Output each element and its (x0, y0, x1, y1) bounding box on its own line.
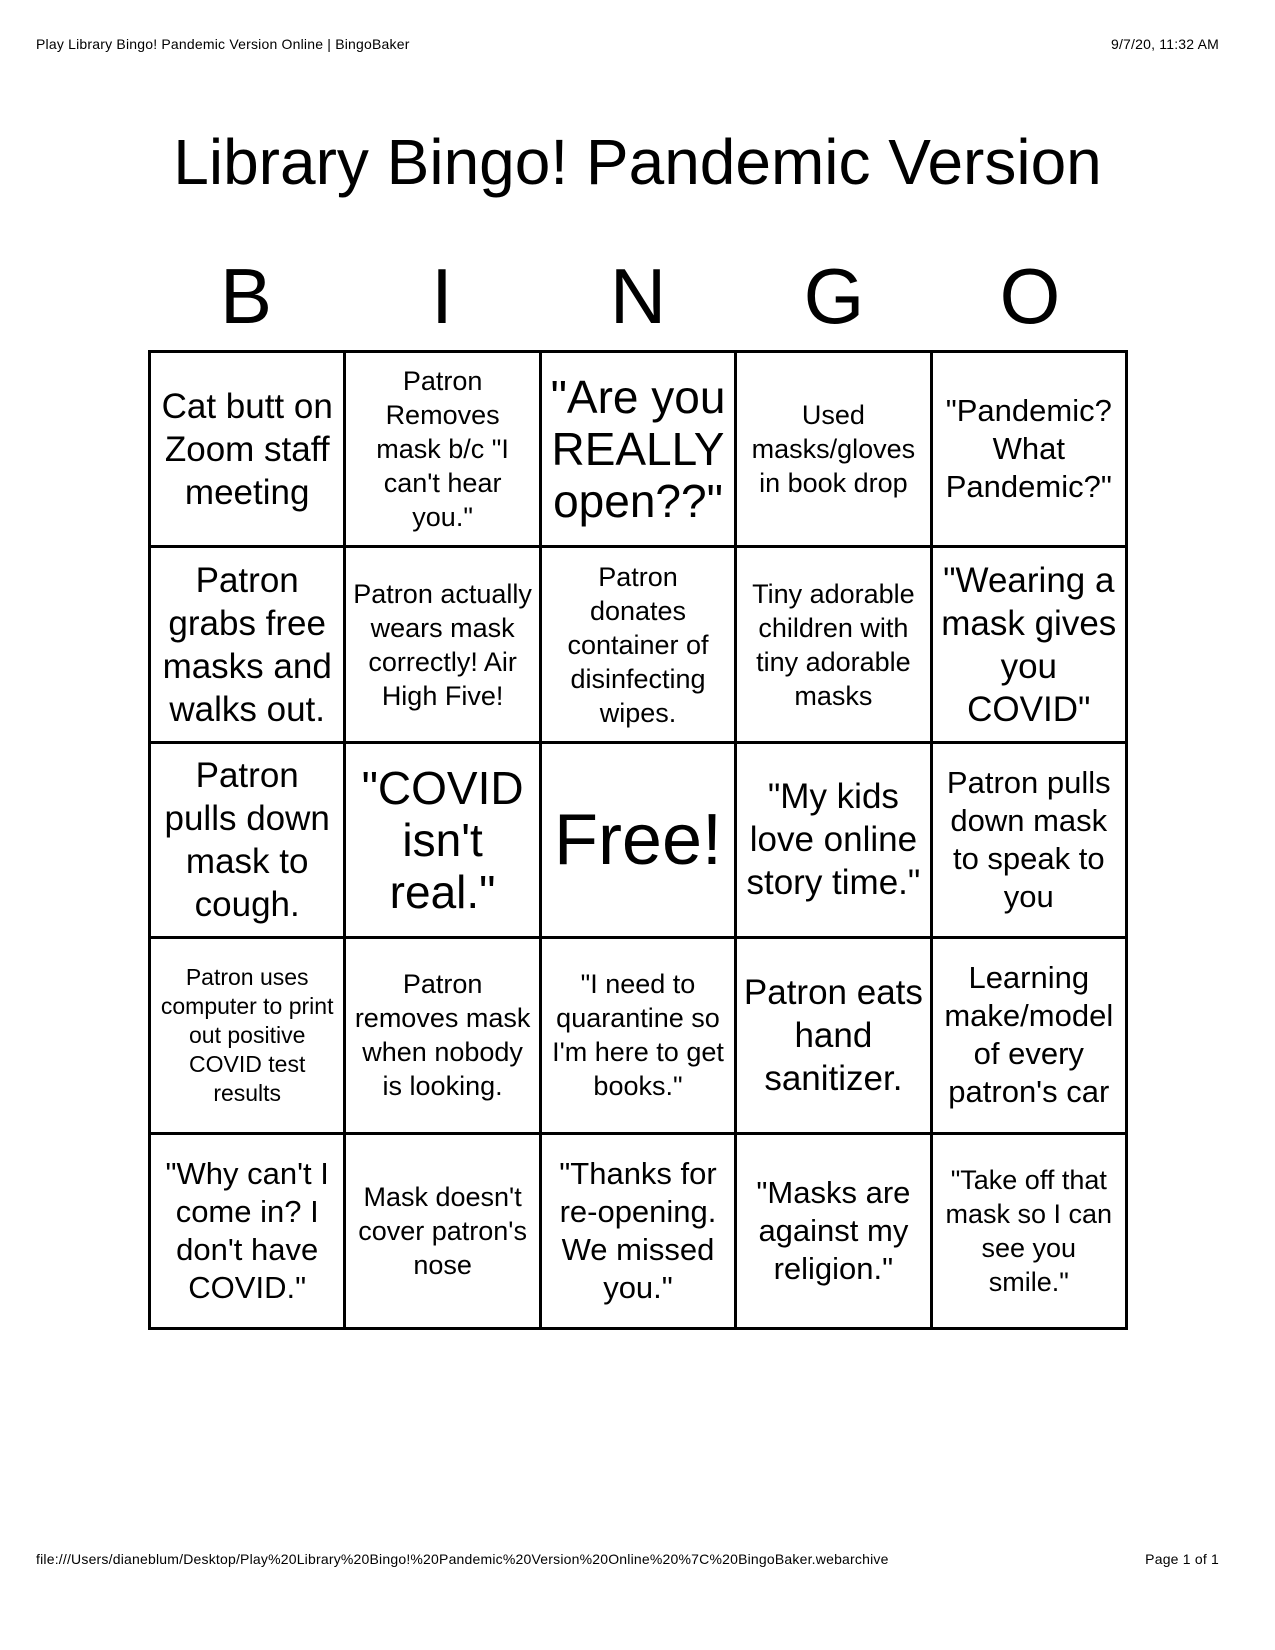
bingo-cell-text: Patron uses computer to print out positive COVID test results (160, 963, 334, 1106)
bingo-cell-text: "Pandemic? What Pandemic?" (945, 393, 1112, 505)
bingo-cell (542, 939, 737, 1134)
bingo-cell-text: Patron pulls down mask to speak to you (946, 764, 1111, 914)
bingo-cell-text: Patron grabs free masks and walks out. (162, 560, 332, 729)
bingo-cell-text: "Masks are against my religion." (756, 1174, 911, 1286)
bingo-grid (148, 350, 1128, 1330)
bingo-cell (542, 1135, 737, 1330)
bingo-cell-text: Patron pulls down mask to cough. (164, 755, 330, 924)
bingo-cell (151, 744, 346, 939)
bingo-cell (346, 939, 541, 1134)
free-space-cell (542, 744, 737, 939)
bingo-cell-text: Mask doesn't cover patron's nose (358, 1181, 527, 1280)
bingo-cell (737, 744, 932, 939)
print-header-page-title: Play Library Bingo! Pandemic Version Online | BingoBaker (36, 36, 410, 52)
print-footer-page-number: Page 1 of 1 (1145, 1551, 1219, 1567)
bingo-cell-text: "Are you REALLY open??" (550, 371, 726, 528)
bingo-cell (737, 353, 932, 548)
letter-o: O (999, 252, 1061, 340)
bingo-cell (151, 353, 346, 548)
bingo-cell (933, 548, 1128, 743)
bingo-cell (933, 939, 1128, 1134)
letter-n: N (609, 252, 667, 340)
bingo-cell (151, 939, 346, 1134)
bingo-cell-text: Used masks/gloves in book drop (751, 400, 916, 499)
bingo-cell-text: "I need to quarantine so I'm here to get books." (552, 969, 724, 1102)
bingo-cell-text: Patron eats hand sanitizer. (743, 972, 923, 1098)
bingo-cell-text: Tiny adorable children with tiny adorable masks (752, 578, 915, 711)
bingo-cell-text: Patron donates container of disinfecting wipes. (567, 561, 709, 728)
bingo-cell-text: "Thanks for re-opening. We missed you." (559, 1155, 717, 1305)
bingo-cell (151, 548, 346, 743)
bingo-cell (737, 1135, 932, 1330)
bingo-cell-text: Learning make/model of every patron's car (944, 960, 1114, 1110)
bingo-cell-text: "Take off that mask so I can see you smile." (945, 1164, 1113, 1297)
bingo-cell (151, 1135, 346, 1330)
bingo-cell (933, 1135, 1128, 1330)
bingo-cell-text: Patron Removes mask b/c "I can't hear you." (376, 366, 509, 533)
bingo-cell (737, 548, 932, 743)
letter-i: I (431, 252, 453, 340)
free-space-text: Free! (553, 799, 723, 880)
bingo-card-title: Library Bingo! Pandemic Version (173, 126, 1102, 198)
bingo-cell-text: "Why can't I come in? I don't have COVID." (165, 1155, 329, 1305)
bingo-letter-row (148, 252, 1128, 340)
bingo-cell (542, 548, 737, 743)
bingo-cell-text: Patron removes mask when nobody is looking. (354, 969, 531, 1102)
bingo-cell-text: Cat butt on Zoom staff meeting (161, 386, 333, 512)
bingo-cell (542, 353, 737, 548)
letter-g: G (803, 252, 865, 340)
print-header-timestamp: 9/7/20, 11:32 AM (1110, 36, 1219, 52)
bingo-cell-text: "My kids love online story time." (746, 777, 921, 903)
bingo-cell (933, 744, 1128, 939)
bingo-cell-text: Patron actually wears mask correctly! Air High Five! (353, 578, 532, 711)
bingo-cell (346, 353, 541, 548)
bingo-cell (346, 548, 541, 743)
letter-b: B (219, 252, 273, 340)
print-footer-file-path: file:///Users/dianeblum/Desktop/Play%20Library%20Bingo!%20Pandemic%20Version%20Online%20%7C%20BingoBaker.webarchive (36, 1551, 889, 1567)
bingo-cell (346, 744, 541, 939)
bingo-cell (346, 1135, 541, 1330)
bingo-cell (933, 353, 1128, 548)
bingo-cell-text: "COVID isn't real." (361, 761, 524, 918)
bingo-cell (737, 939, 932, 1134)
bingo-cell-text: "Wearing a mask gives you COVID" (941, 560, 1117, 729)
